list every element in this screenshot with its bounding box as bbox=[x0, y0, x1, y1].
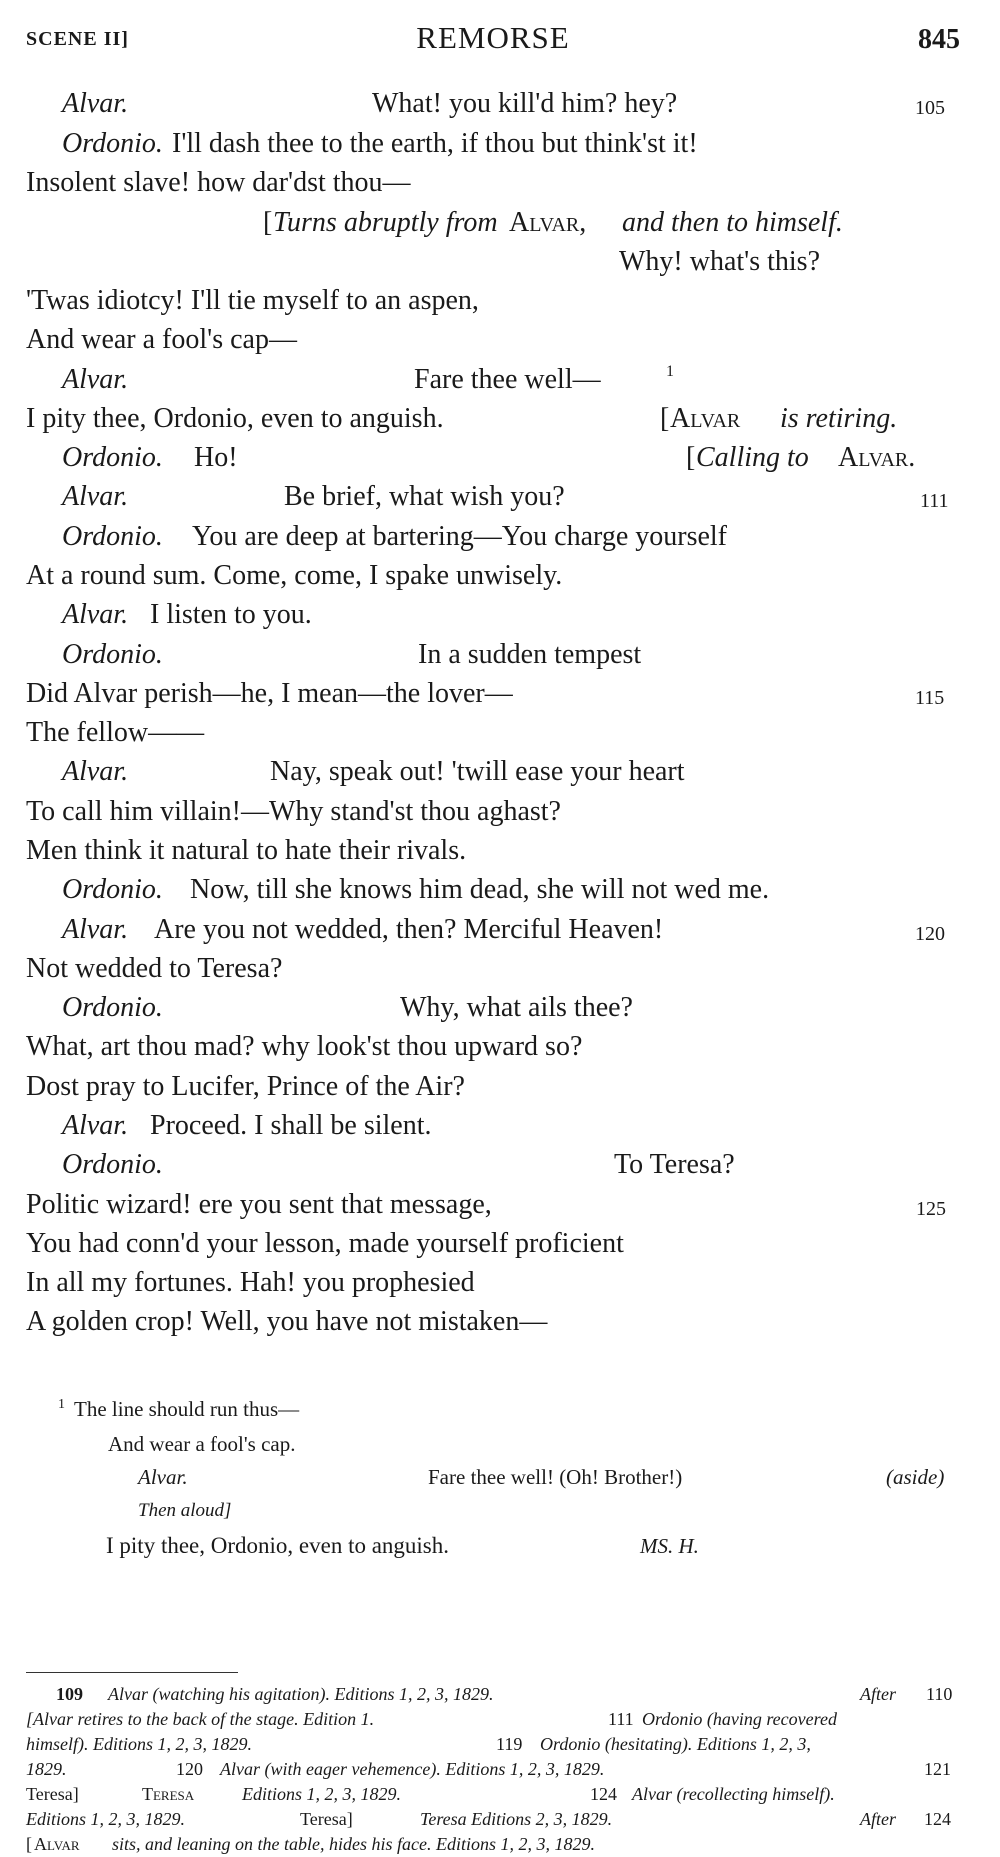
speaker-name: Alvar. bbox=[62, 1110, 129, 1141]
footnote-line: And wear a fool's cap. bbox=[108, 1432, 296, 1456]
verse-line: Ordonio. To Teresa? bbox=[0, 1145, 1000, 1185]
speaker-name: Ordonio. bbox=[62, 639, 163, 670]
footnote-number: 1 bbox=[58, 1397, 65, 1412]
line-number: 115 bbox=[915, 687, 945, 709]
verse-line: Why! what's this? bbox=[619, 246, 821, 277]
speaker-name: Alvar. bbox=[62, 914, 129, 945]
speaker-name: Alvar. bbox=[62, 364, 129, 395]
verse-line: And wear a fool's cap— bbox=[26, 324, 297, 355]
running-header bbox=[26, 20, 960, 64]
variant-line: 109 Alvar (watching his agitation). Editions 1, 2, 3, 1829. After 110 bbox=[56, 1684, 953, 1704]
speaker-name: Alvar. bbox=[62, 756, 129, 787]
variant-line: Teresa] Teresa Editions 1, 2, 3, 1829. 124 Alvar (recollecting himself). bbox=[26, 1784, 835, 1804]
verse-line: Alvar. Are you not wedded, then? Merciful Heaven! 120 bbox=[0, 910, 1000, 950]
footnote-line: 1 The line should run thus— bbox=[0, 1392, 1000, 1426]
line-number: 105 bbox=[915, 97, 945, 119]
footnote-line: I pity thee, Ordonio, even to anguish. MS. H. bbox=[106, 1533, 699, 1558]
verse-line: Did Alvar perish—he, I mean—the lover— 115 bbox=[0, 674, 1000, 714]
variant-line: [ Alvar sits, and leaning on the table, hides his face. Editions 1, 2, 3, 1829. bbox=[26, 1834, 595, 1854]
variant-line: 1829. 120 Alvar (with eager vehemence). Editions 1, 2, 3, 1829. 121 bbox=[26, 1759, 951, 1779]
verse-line: Not wedded to Teresa? bbox=[26, 953, 283, 984]
footnote-marker: 1 bbox=[666, 363, 674, 380]
speaker-name: Ordonio. bbox=[62, 874, 163, 905]
verse-line: Politic wizard! ere you sent that message, 125 bbox=[0, 1185, 1000, 1225]
verse-line: What, art thou mad? why look'st thou upward so? bbox=[26, 1031, 583, 1062]
verse-line: Alvar. Nay, speak out! 'twill ease your heart bbox=[0, 752, 1000, 792]
verse-line: Ordonio. In a sudden tempest bbox=[0, 635, 1000, 675]
verse-line: Ordonio. Ho! [ Calling to Alvar. bbox=[0, 438, 1000, 478]
scene-label: SCENE II] bbox=[26, 28, 129, 50]
speaker-name: Ordonio. bbox=[62, 521, 163, 552]
variant-line: [Alvar retires to the back of the stage. Edition 1. 111 Ordonio (having recovered bbox=[26, 1709, 837, 1729]
speaker-name: Ordonio. bbox=[62, 128, 163, 159]
verse-line: A golden crop! Well, you have not mistaken— bbox=[26, 1306, 548, 1337]
speaker-name: Ordonio. bbox=[62, 1149, 163, 1180]
verse-line: Alvar. Be brief, what wish you? 111 bbox=[0, 477, 1000, 517]
speaker-name: Alvar. bbox=[62, 481, 129, 512]
verse-line: Alvar. Proceed. I shall be silent. bbox=[0, 1106, 1000, 1146]
speaker-name: Alvar. bbox=[62, 599, 129, 630]
verse-line: In all my fortunes. Hah! you prophesied bbox=[26, 1267, 475, 1298]
verse-line: Men think it natural to hate their rivals. bbox=[26, 835, 467, 866]
verse-line: To call him villain!—Why stand'st thou aghast? bbox=[26, 796, 561, 827]
verse-line: I pity thee, Ordonio, even to anguish. [ Alvar is retiring. bbox=[26, 403, 898, 434]
verse-line: Alvar. Fare thee well— 1 bbox=[0, 360, 1000, 400]
verse-line: Ordonio. I'll dash thee to the earth, if thou but think'st it! bbox=[0, 124, 1000, 164]
line-number: 125 bbox=[916, 1198, 946, 1220]
line-number: 111 bbox=[920, 490, 949, 512]
verse-line: Dost pray to Lucifer, Prince of the Air? bbox=[26, 1071, 465, 1102]
verse-line: Ordonio. Now, till she knows him dead, she will not wed me. bbox=[0, 870, 1000, 910]
speaker-name: Ordonio. bbox=[62, 992, 163, 1023]
verse-line: Alvar. I listen to you. bbox=[0, 595, 1000, 635]
page-number: 845 bbox=[918, 24, 960, 55]
verse-line: At a round sum. Come, come, I spake unwisely. bbox=[26, 560, 563, 591]
verse-line: You had conn'd your lesson, made yourself proficient bbox=[26, 1228, 624, 1259]
verse-line: Alvar. What! you kill'd him? hey? 105 bbox=[0, 84, 1000, 124]
running-title: REMORSE bbox=[416, 20, 570, 55]
variant-line: Editions 1, 2, 3, 1829. Teresa] Teresa Editions 2, 3, 1829. After 124 bbox=[26, 1809, 951, 1829]
speaker-name: Alvar. bbox=[62, 88, 129, 119]
footnote-line: Alvar. Fare thee well! (Oh! Brother!) (aside) bbox=[138, 1465, 945, 1489]
verse-line: The fellow—— bbox=[26, 717, 205, 748]
variant-line: himself). Editions 1, 2, 3, 1829. 119 Ordonio (hesitating). Editions 1, 2, 3, bbox=[26, 1734, 811, 1754]
verse-line: 'Twas idiotcy! I'll tie myself to an aspen, bbox=[26, 285, 479, 316]
footnote-line: Then aloud] bbox=[138, 1500, 232, 1521]
verse-line: Insolent slave! how dar'dst thou— bbox=[26, 167, 411, 198]
footnote-rule bbox=[26, 1672, 238, 1673]
stage-direction: [ Turns abruptly from Alvar, and then to himself. bbox=[263, 207, 843, 238]
verse-line: Ordonio. You are deep at bartering—You charge yourself bbox=[0, 517, 1000, 557]
speaker-name: Ordonio. bbox=[62, 442, 163, 473]
line-number: 120 bbox=[915, 923, 945, 945]
verse-line: Ordonio. Why, what ails thee? bbox=[0, 988, 1000, 1028]
